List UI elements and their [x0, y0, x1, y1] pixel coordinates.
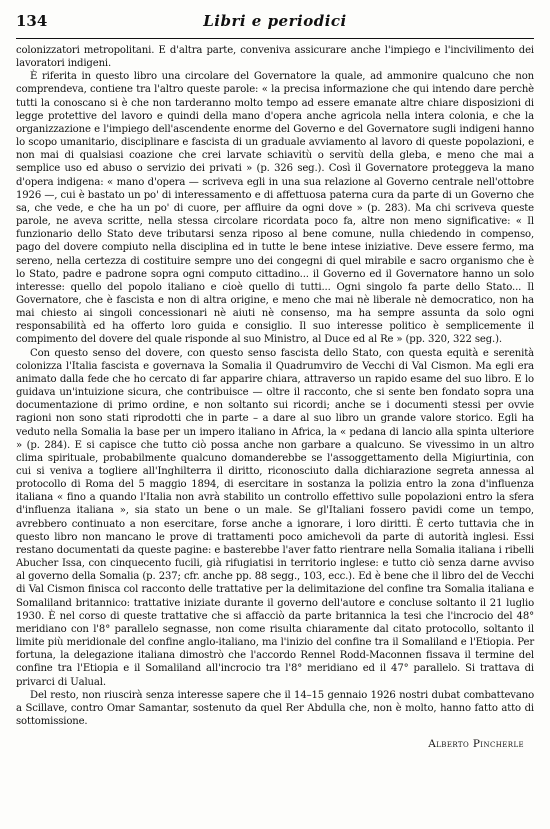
page-header — [16, 12, 534, 39]
page-number: 134 — [16, 12, 48, 30]
author-signature: Alberto Pincherle — [428, 738, 524, 751]
article-body — [16, 44, 534, 728]
paragraph: Del resto, non riuscirà senza interesse sapere che il 14–15 gennaio 1926 nostri dubat combattevano a Scillave, contro Omar Samantar, sostenuto da quel Rer Abdulla che, non è molto, hanno fatto atto di sottomissione. — [16, 689, 534, 727]
running-title: Libri e periodici — [203, 12, 347, 30]
paragraph: È riferita in questo libro una circolare del Governatore la quale, ad ammonire qualcuno che non comprendeva, contiene tra l'altro queste parole: « la precisa informazione che qui intendo dare perchè tutti la conoscano si è che non tarderanno molto tempo ad essere emanate altre chiare disposizioni di legge protettive del lavoro e quindi della mano d'opera anche agricola nella intera colonia, e che la organizzazione e l'impiego dell'ascendente enorme del Governo e del Governatore sugli indigeni hanno lo scopo umanitario, disciplinare e fascista di un graduale avviamento al lavoro di queste popolazioni, e non mai di qualsiasi coazione che crei larvate schiavitù o servitù della gleba, e meno che mai a semplice uso ed abuso o servizio dei privati » (p. 326 seg.). Così il Governatore proteggeva la mano d'opera indigena: « mano d'opera — scriveva egli in una sua relazione al Governo centrale nell'ottobre 1926 —, cui è bastato un po' di interessamento e di affettuosa paterna cura da parte di un Governo che sa, che vede, e che ha un po' di cuore, per affluire da ogni dove » (p. 283). Ma chi scriveva queste parole, ne aveva scritte, nella stessa circolare ricordata poco fa, altre non meno significative: « Il funzionario dello Stato deve tributarsi senza riposo al bene comune, nulla chiedendo in compenso, pago del dovere compiuto nella disciplina ed in tutte le bene intese iniziative. Deve essere fermo, ma sereno, nella certezza di costituire sempre uno dei congegni di quel mirabile e sacro organismo che è lo Stato, padre e padrone sopra ogni computo cittadino... il Governo ed il Governatore hanno un solo interesse: quello del popolo italiano e cioè quello di tutti... Ogni singolo fa parte dello Stato... Il Governatore, che è fascista e non di altra origine, e meno che mai nè liberale nè democratico, non ha mai chiesto ai singoli concessionari nè aiuti nè consenso, ma ha sempre assunta da solo ogni responsabilità ed ha offerto loro guida e consiglio. Il suo interesse politico è semplicemente il compimento del dovere del quale risponde al suo Ministro, al Duce ed al Re » (pp. 320, 322 seg.). — [16, 71, 534, 346]
paragraph: colonizzatori metropolitani. E d'altra parte, conveniva assicurare anche l'impiego e l'incivilimento dei lavoratori indigeni. — [16, 45, 534, 70]
paragraph: Con questo senso del dovere, con questo senso fascista dello Stato, con questa equità e serenità colonizza l'Italia fascista e governava la Somalia il Quadrumviro de Vecchi di Val Cismon. Ma egli era animato dalla fede che ho cercato di far apparire chiara, attraverso un rapido esame del suo libro. E lo guidava un'intuizione sicura, che contribuisce — oltre il racconto, che si sente ben fondato sopra una documentazione di primo ordine, e non soltanto sui ricordi; anche se i documenti stessi per ovvie ragioni non sono stati riprodotti che in parte – a dare al suo libro un grande valore storico. Egli ha veduto nella Somalia la base per un impero italiano in Africa, la « pedana di lancio alla spinta ulteriore » (p. 284). E si capisce che tutto ciò possa anche non garbare a qualcuno. Se vivessimo in un altro clima spirituale, probabilmente qualcuno domanderebbe se l'assoggettamento della Migiurtinia, con cui si veniva a togliere all'Inghilterra il diritto, riconosciuto dalla dichiarazione segreta annessa al protocollo di Roma del 5 maggio 1894, di esercitare in sostanza la polizia entro la zona d'influenza italiana « fino a quando l'Italia non avrà stabilito un controllo effettivo sulle popolazioni entro la sfera d'influenza italiana », sia stato un bene o un male. Se gl'Italiani fossero pavidi come un tempo, avrebbero continuato a non esercitare, forse anche a ignorare, i loro diritti. È certo tuttavia che in questo libro non mancano le prove di trattamenti poco amichevoli da parte di autorità inglesi. Essi restano documentati da queste pagine: e basterebbe l'aver fatto rientrare nella Somalia italiana i ribelli Abucher Issa, con cinquecento fucili, già rifugiatisi in territorio inglese: e tutto ciò senza darne avviso al governo della Somalia (p. 237; cfr. anche pp. 88 segg., 103, ecc.). Ed è bene che il libro del de Vecchi di Val Cismon finisca col racconto delle trattative per la delimitazione del confine tra Somalia italiana e Somaliland britannico: trattative iniziate durante il governo dell'autore e concluse soltanto il 21 luglio 1930. È nel corso di queste trattative che si affacciò da parte britannica la tesi che l'incrocio del 48° meridiano con l'8° parallelo segnasse, non come risulta chiaramente dal citato protocollo, soltanto il limite più meridionale del confine anglo-italiano, ma l'inizio del confine tra il Somaliland e l'Etiopia. Per fortuna, la delegazione italiana dimostrò che l'accordo Rennel Rodd-Maconnen fissava il termine del confine tra l'Etiopia e il Somaliland all'incrocio tra l'8° meridiano ed il 47° parallelo. Si trattava di privarci di Ualual. — [16, 347, 534, 688]
